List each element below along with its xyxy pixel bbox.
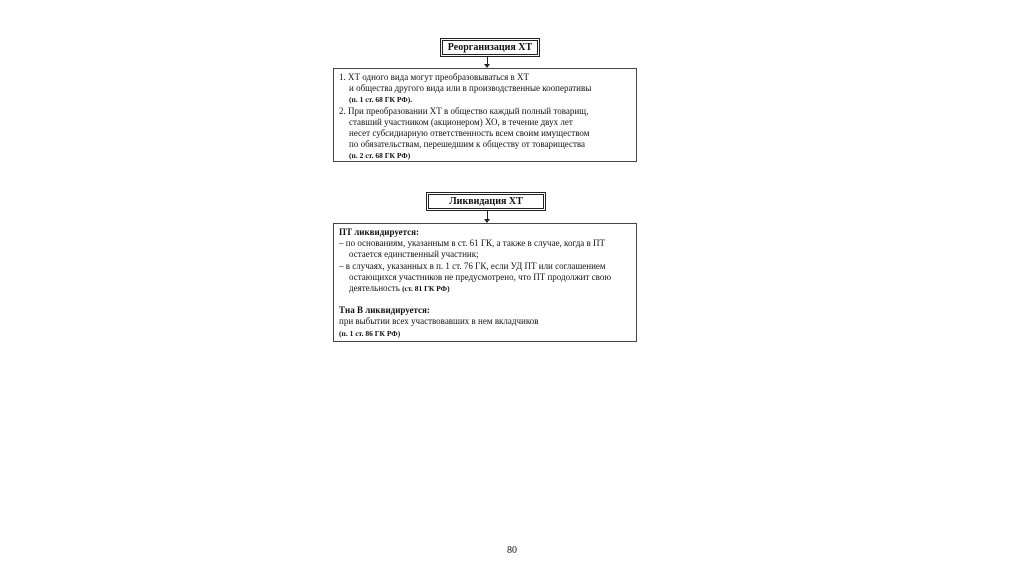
liquidation-title: Ликвидация ХТ	[449, 196, 523, 207]
spacer	[339, 294, 631, 305]
reorganization-ref: (п. 1 ст. 68 ГК РФ).	[349, 95, 413, 105]
pt-item-2-end	[339, 283, 631, 294]
pt-item-2-ref: (ст. 81 ГК РФ)	[402, 284, 450, 294]
reorganization-title: Реорганизация ХТ	[447, 42, 533, 53]
reorganization-line: ставший участником (акционером) ХО, в течение двух лет	[349, 116, 573, 127]
tnv-heading: Тна В ликвидируется:	[339, 305, 430, 316]
reorganization-line: 2. При преобразовании ХТ в общество каждый полный товарищ,	[339, 105, 589, 116]
pt-heading: ПТ ликвидируется:	[339, 227, 419, 237]
pt-item-2-cont: остающихся участников не предусмотрено, что ПТ продолжит свою	[349, 271, 612, 282]
pt-item-1: – по основаниям, указанным в ст. 61 ГК, а также в случае, когда в ПТ	[339, 238, 606, 249]
reorganization-line: 1. ХТ одного вида могут преобразовываться в ХТ	[339, 72, 530, 82]
tnv-ref: (п. 1 ст. 86 ГК РФ)	[339, 328, 401, 338]
liquidation-panel	[333, 223, 637, 342]
reorganization-line: и общества другого вида или в производственные кооперативы	[349, 83, 592, 94]
liquidation-header	[428, 194, 544, 209]
reorganization-header	[442, 40, 538, 55]
tnv-line: при выбытии всех участвовавших в нем вкладчиков	[339, 316, 539, 327]
pt-item-2: – в случаях, указанных в п. 1 ст. 76 ГК, если УД ПТ или соглашением	[339, 260, 606, 271]
pt-item-2-end-text: деятельность	[349, 283, 400, 294]
reorganization-line: по обязательствам, перешедшим к обществу от товарищества	[349, 139, 586, 150]
reorganization-panel	[333, 68, 637, 162]
reorganization-line: несет субсидиарную ответственность всем своим имуществом	[349, 128, 590, 139]
pt-item-1-cont: остается единственный участник;	[349, 249, 479, 260]
reorganization-ref: (п. 2 ст. 68 ГК РФ)	[349, 151, 411, 161]
page-number: 80	[507, 545, 517, 556]
